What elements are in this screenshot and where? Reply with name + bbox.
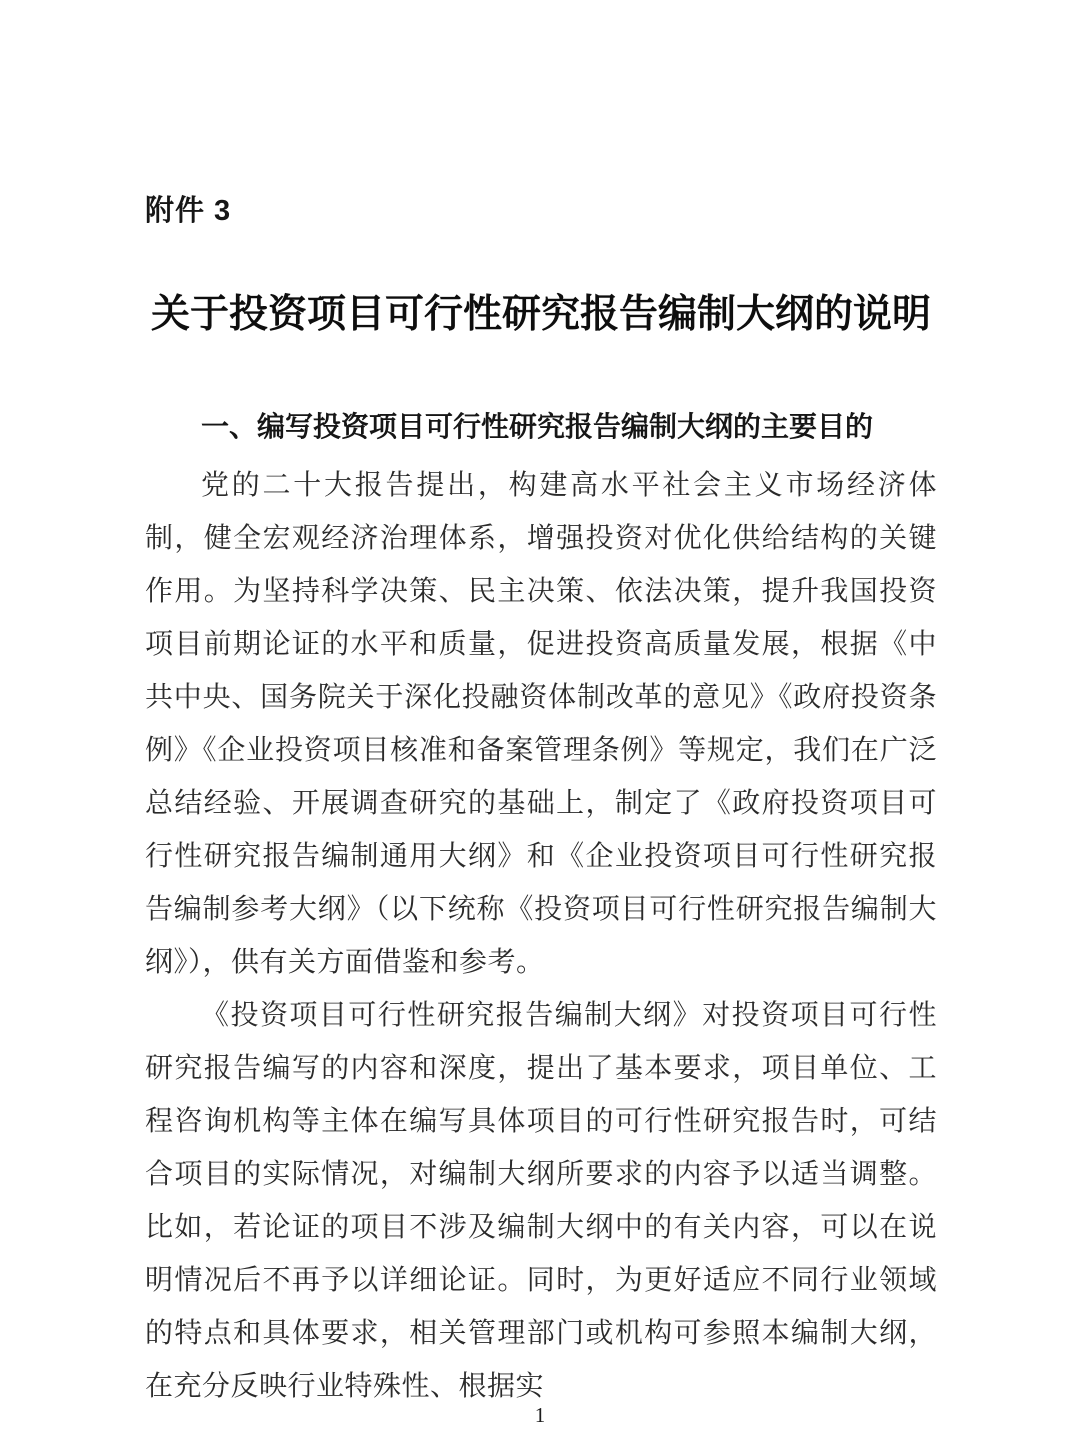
- section-heading: 一、编写投资项目可行性研究报告编制大纲的主要目的: [201, 411, 874, 442]
- paragraph-1: 党的二十大报告提出，构建高水平社会主义市场经济体制，健全宏观经济治理体系，增强投资对优化供给结构的关键作用。为坚持科学决策、民主决策、依法决策，提升我国投资项目前期论证的水平和质量，促进投资高质量发展，根据《中共中央、国务院关于深化投融资体制改革的意见》《政府投资条例》《企业投资项目核准和备案管理条例》等规定，我们在广泛总结经验、开展调查研究的基础上，制定了《政府投资项目可行性研究报告编制通用大纲》和《企业投资项目可行性研究报告编制参考大纲》（以下统称《投资项目可行性研究报告编制大纲》），供有关方面借鉴和参考。: [145, 470, 937, 978]
- page-number: 1: [534, 1403, 546, 1427]
- attachment-label: 附件 3: [145, 195, 232, 227]
- body-text: [145, 459, 937, 1413]
- page-title: 关于投资项目可行性研究报告编制大纲的说明: [150, 293, 931, 336]
- paragraph-2: 《投资项目可行性研究报告编制大纲》对投资项目可行性研究报告编写的内容和深度，提出了基本要求，项目单位、工程咨询机构等主体在编写具体项目的可行性研究报告时，可结合项目的实际情况，对编制大纲所要求的内容予以适当调整。比如，若论证的项目不涉及编制大纲中的有关内容，可以在说明情况后不再予以详细论证。同时，为更好适应不同行业领域的特点和具体要求，相关管理部门或机构可参照本编制大纲，在充分反映行业特殊性、根据实: [145, 1000, 937, 1402]
